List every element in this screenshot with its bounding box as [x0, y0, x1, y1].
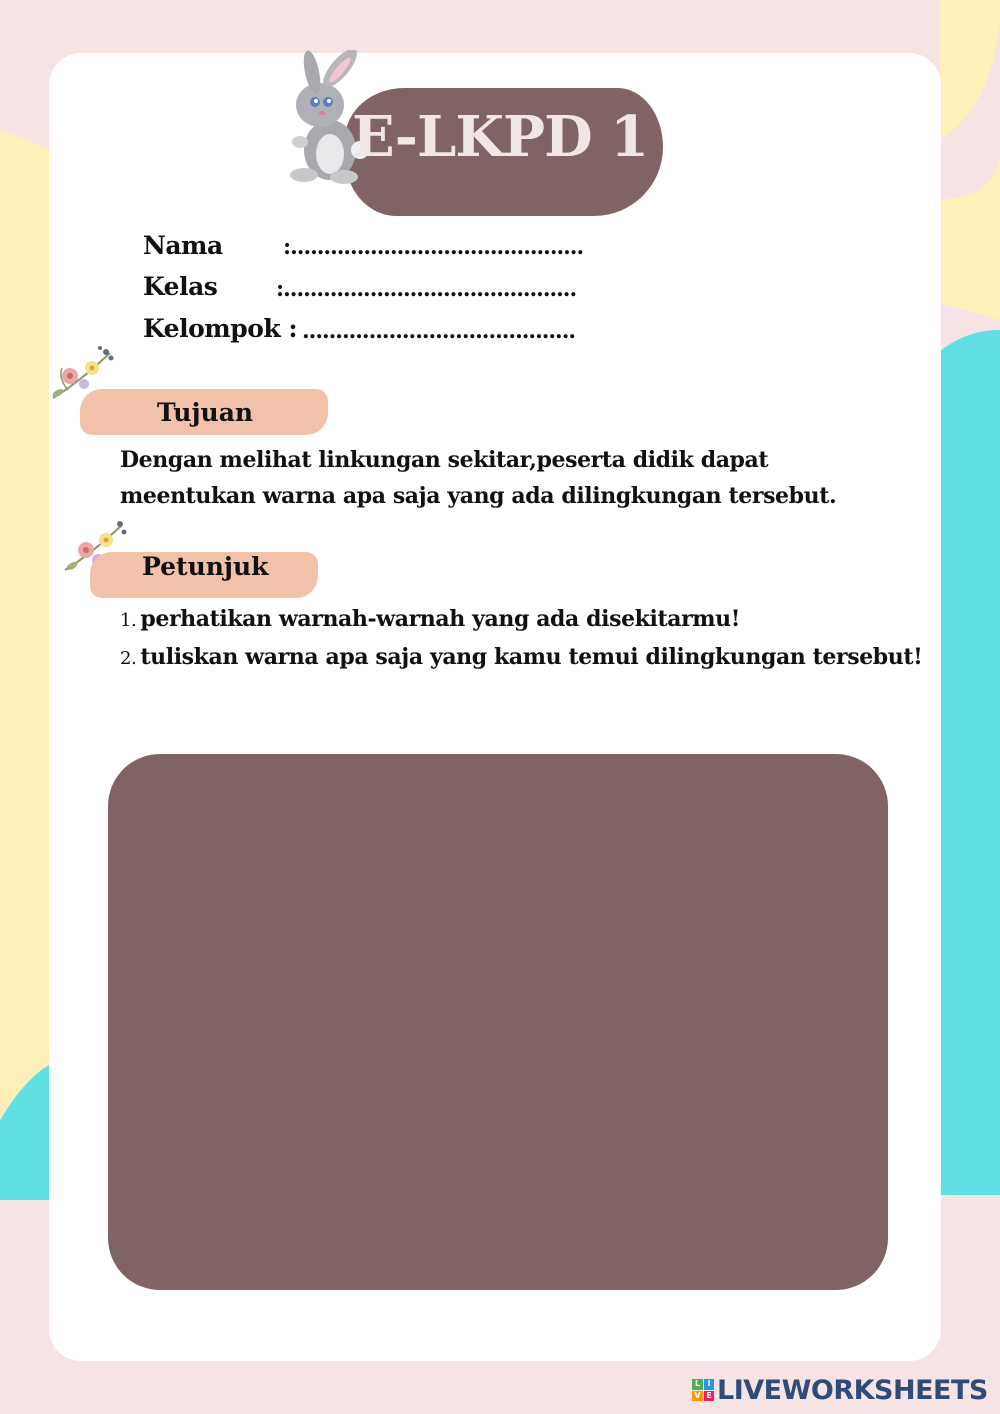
field-label-kelompok: Kelompok :	[143, 314, 298, 343]
brand-wordmark: LIVEWORKSHEETS	[717, 1374, 988, 1406]
field-blank-kelas[interactable]: :............................................	[276, 276, 577, 302]
field-blank-nama[interactable]: :............................................	[283, 234, 584, 260]
step-text: perhatikan warnah-warnah yang ada disekitarmu!	[140, 606, 741, 632]
field-blank-kelompok[interactable]: .........................................	[302, 318, 576, 344]
instruction-step	[120, 606, 740, 632]
tujuan-line: meentukan warna apa saja yang ada dilingkungan tersebut.	[120, 483, 837, 509]
field-label-nama: Nama	[143, 231, 223, 260]
step-number: 1.	[120, 610, 137, 631]
step-number: 2.	[120, 648, 137, 669]
tujuan-text	[120, 442, 836, 514]
step-text: tuliskan warna apa saja yang kamu temui dilingkungan tersebut!	[140, 644, 923, 670]
tujuan-heading: Tujuan	[157, 398, 254, 427]
instruction-step	[120, 644, 922, 670]
field-label-kelas: Kelas	[143, 272, 218, 301]
liveworksheets-logo-icon: L I V E	[692, 1379, 714, 1401]
tujuan-line: Dengan melihat linkungan sekitar,peserta didik dapat	[120, 447, 769, 473]
liveworksheets-brand	[692, 1374, 988, 1406]
page-title: E-LKPD 1	[352, 104, 649, 170]
answer-area[interactable]	[108, 754, 888, 1290]
petunjuk-heading: Petunjuk	[142, 552, 269, 581]
